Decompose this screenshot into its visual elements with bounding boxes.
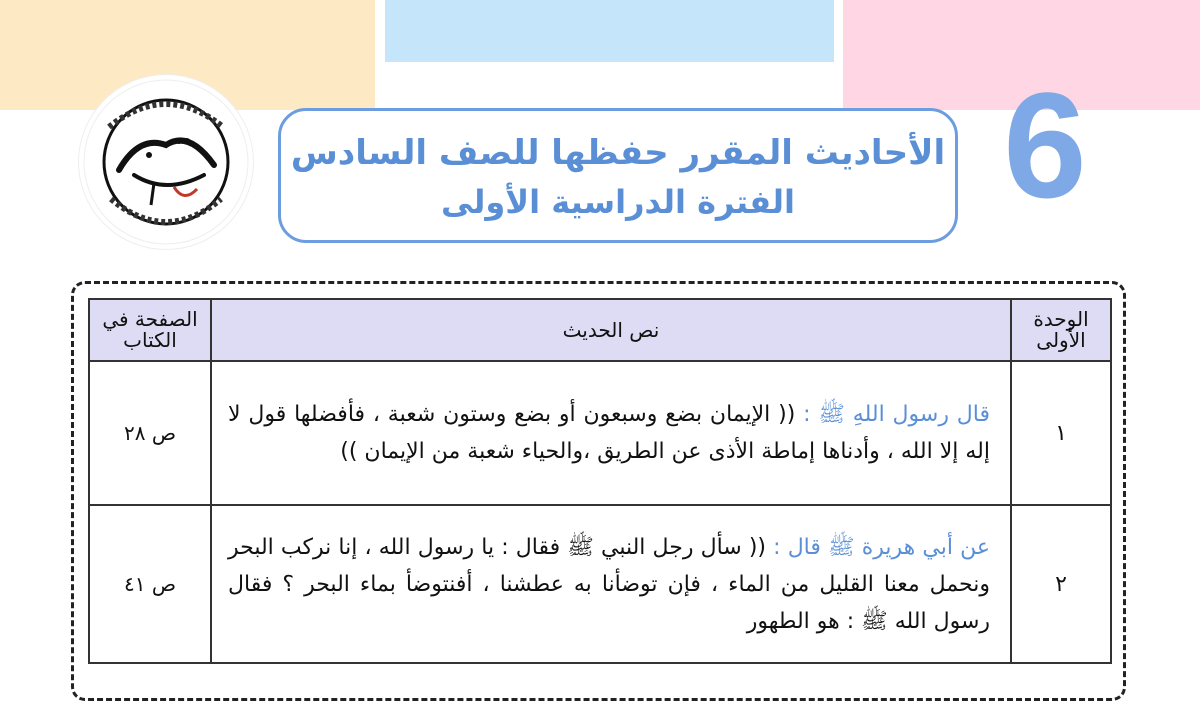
- hadith-text-cell: [211, 505, 1011, 663]
- page-subtitle: الفترة الدراسية الأولى: [440, 183, 796, 221]
- teacher-logo: [78, 74, 254, 250]
- grade-number: 6: [1003, 61, 1087, 229]
- page-title: الأحاديث المقرر حفظها للصف السادس: [290, 133, 946, 173]
- logo-seal-icon: [79, 75, 253, 249]
- hadith-text: (( الإيمان بضع وسبعون أو بضع وستون شعبة ، فأفضلها قول لا إله إلا الله ، وأدناها إماطة الأذى عن الطريق ،والحياء شعبة من الإيمان )): [228, 402, 990, 464]
- table-header-row: [89, 299, 1111, 361]
- hadith-number: ٢: [1011, 505, 1111, 663]
- book-page: ص ٢٨: [89, 361, 211, 505]
- column-header-unit: الوحدة الأولى: [1011, 299, 1111, 361]
- hadith-text: (( سأل رجل النبي ﷺ فقال : يا رسول الله ، إنا نركب البحر ونحمل معنا القليل من الماء ، فإن توضأنا به عطشنا ، أفنتوضأ بماء البحر ؟ فقال رسول الله ﷺ : هو الطهور: [228, 534, 990, 634]
- book-page: ص ٤١: [89, 505, 211, 663]
- table-row: [89, 361, 1111, 505]
- hadith-narrator: قال رسول اللهِ ﷺ :: [803, 402, 990, 427]
- column-header-text: نص الحديث: [211, 299, 1011, 361]
- hadith-table: [88, 298, 1112, 664]
- table-row: [89, 505, 1111, 663]
- hadith-text-cell: [211, 361, 1011, 505]
- column-header-page: الصفحة في الكتاب: [89, 299, 211, 361]
- title-box: [278, 108, 958, 243]
- top-center-blue-band: [385, 0, 834, 62]
- hadith-narrator: عن أبي هريرة ﷺ قال :: [773, 534, 990, 560]
- hadith-number: ١: [1011, 361, 1111, 505]
